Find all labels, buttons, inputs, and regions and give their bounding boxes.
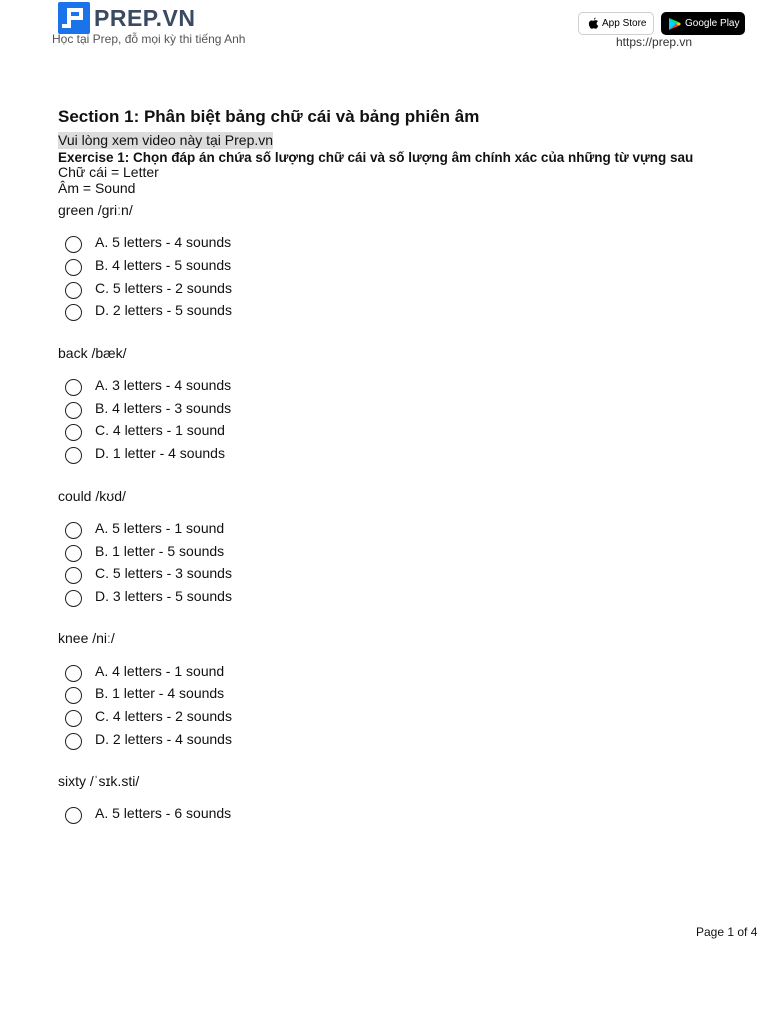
option-item[interactable] bbox=[58, 254, 718, 277]
option-label: B. 1 letter - 5 sounds bbox=[95, 542, 225, 559]
document-content bbox=[58, 106, 718, 825]
option-label: A. 5 letters - 4 sounds bbox=[95, 234, 232, 251]
definition-letter: Chữ cái = Letter bbox=[58, 164, 159, 180]
option-label: C. 4 letters - 2 sounds bbox=[95, 707, 232, 724]
radio-button-icon[interactable] bbox=[65, 567, 82, 584]
prep-logo-icon bbox=[58, 2, 90, 34]
radio-button-icon[interactable] bbox=[65, 304, 82, 321]
radio-button-icon[interactable] bbox=[65, 402, 82, 419]
page-number: Page 1 of 4 bbox=[696, 925, 758, 939]
option-item[interactable] bbox=[58, 419, 718, 442]
option-label: B. 4 letters - 5 sounds bbox=[95, 257, 232, 274]
radio-button-icon[interactable] bbox=[65, 710, 82, 727]
option-list bbox=[58, 659, 718, 750]
option-label: B. 1 letter - 4 sounds bbox=[95, 685, 225, 702]
option-label: D. 1 letter - 4 sounds bbox=[95, 445, 225, 462]
radio-button-icon[interactable] bbox=[65, 665, 82, 682]
section-title: Section 1: Phân biệt bảng chữ cái và bảng phiên âm bbox=[58, 107, 480, 126]
radio-button-icon[interactable] bbox=[65, 447, 82, 464]
radio-button-icon[interactable] bbox=[65, 590, 82, 607]
option-item[interactable] bbox=[58, 585, 718, 608]
option-label: A. 5 letters - 6 sounds bbox=[95, 805, 232, 822]
option-item[interactable] bbox=[58, 231, 718, 254]
option-item[interactable] bbox=[58, 802, 718, 825]
video-note-link[interactable]: Vui lòng xem video này tại Prep.vn bbox=[58, 132, 274, 148]
option-item[interactable] bbox=[58, 659, 718, 682]
option-label: D. 2 letters - 5 sounds bbox=[95, 302, 232, 319]
definitions bbox=[58, 165, 718, 196]
radio-button-icon[interactable] bbox=[65, 687, 82, 704]
radio-button-icon[interactable] bbox=[65, 236, 82, 253]
google-play-icon bbox=[668, 17, 682, 31]
tagline: Học tại Prep, đỗ mọi kỳ thi tiếng Anh bbox=[52, 32, 246, 46]
radio-button-icon[interactable] bbox=[65, 807, 82, 824]
logo-text: PREP.VN bbox=[94, 4, 196, 31]
apple-icon bbox=[588, 17, 599, 30]
option-list bbox=[58, 231, 718, 322]
page-header bbox=[0, 0, 768, 60]
radio-button-icon[interactable] bbox=[65, 424, 82, 441]
appstore-label: App Store bbox=[602, 18, 647, 29]
option-label: C. 5 letters - 3 sounds bbox=[95, 565, 232, 582]
option-item[interactable] bbox=[58, 396, 718, 419]
question-word: green /ɡriːn/ bbox=[58, 202, 133, 218]
radio-button-icon[interactable] bbox=[65, 379, 82, 396]
option-item[interactable] bbox=[58, 517, 718, 540]
option-label: C. 4 letters - 1 sound bbox=[95, 422, 225, 439]
definition-sound: Âm = Sound bbox=[58, 179, 136, 196]
question-knee bbox=[58, 629, 718, 750]
option-item[interactable] bbox=[58, 299, 718, 322]
option-item[interactable] bbox=[58, 727, 718, 750]
option-item[interactable] bbox=[58, 374, 718, 397]
option-label: A. 5 letters - 1 sound bbox=[95, 519, 225, 536]
question-word: back /bæk/ bbox=[58, 344, 127, 361]
option-label: D. 2 letters - 4 sounds bbox=[95, 730, 232, 747]
radio-button-icon[interactable] bbox=[65, 259, 82, 276]
radio-button-icon[interactable] bbox=[65, 522, 82, 539]
question-word: sixty /ˈsɪk.sti/ bbox=[58, 773, 140, 789]
option-item[interactable] bbox=[58, 442, 718, 465]
exercise-title: Exercise 1: Chọn đáp án chứa số lượng chữ cái và số lượng âm chính xác của những từ vựng sau bbox=[58, 150, 694, 165]
question-back bbox=[58, 344, 718, 465]
question-could bbox=[58, 487, 718, 608]
option-list bbox=[58, 374, 718, 465]
option-item[interactable] bbox=[58, 562, 718, 585]
radio-button-icon[interactable] bbox=[65, 733, 82, 750]
option-label: C. 5 letters - 2 sounds bbox=[95, 279, 232, 296]
googleplay-label: Google Play bbox=[685, 18, 740, 29]
appstore-badge[interactable] bbox=[578, 12, 654, 35]
option-item[interactable] bbox=[58, 539, 718, 562]
option-item[interactable] bbox=[58, 705, 718, 728]
option-item[interactable] bbox=[58, 276, 718, 299]
option-label: B. 4 letters - 3 sounds bbox=[95, 399, 232, 416]
option-list bbox=[58, 802, 718, 825]
radio-button-icon[interactable] bbox=[65, 282, 82, 299]
option-label: A. 3 letters - 4 sounds bbox=[95, 377, 232, 394]
question-sixty bbox=[58, 772, 718, 825]
option-label: A. 4 letters - 1 sound bbox=[95, 662, 225, 679]
googleplay-badge[interactable] bbox=[661, 12, 745, 35]
option-list bbox=[58, 517, 718, 608]
question-word: could /kʊd/ bbox=[58, 487, 126, 504]
prep-logo[interactable] bbox=[58, 2, 196, 34]
question-green bbox=[58, 201, 718, 322]
question-word: knee /niː/ bbox=[58, 630, 115, 647]
radio-button-icon[interactable] bbox=[65, 545, 82, 562]
site-url-link[interactable]: https://prep.vn bbox=[616, 35, 693, 49]
option-item[interactable] bbox=[58, 682, 718, 705]
option-label: D. 3 letters - 5 sounds bbox=[95, 587, 232, 604]
